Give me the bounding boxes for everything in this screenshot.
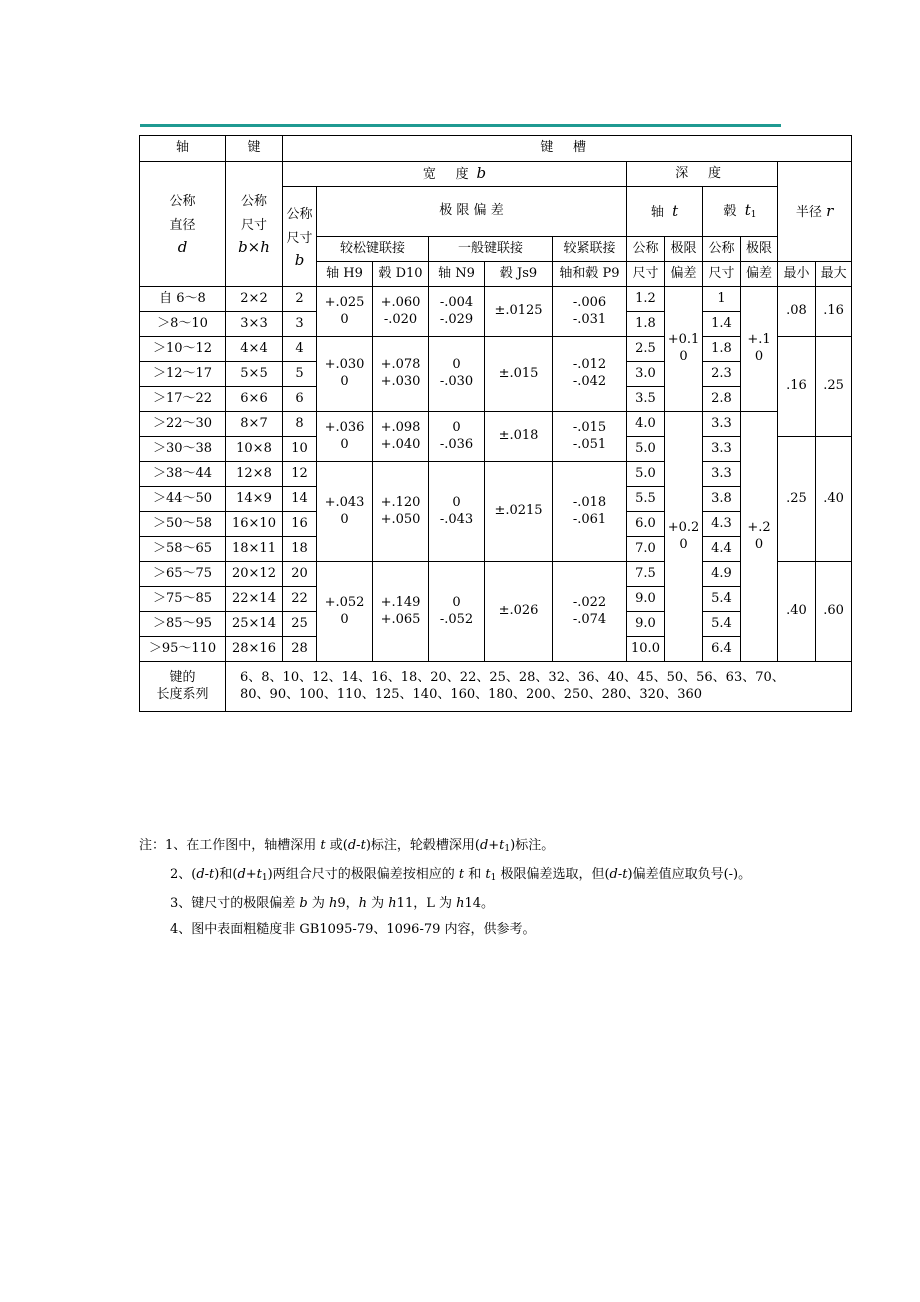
d10-cell bbox=[373, 287, 429, 337]
diameter-cell: ＞75～85 bbox=[140, 587, 226, 612]
diameter-cell: ＞85～95 bbox=[140, 612, 226, 637]
t1-dev-header: 极限 bbox=[741, 237, 778, 262]
key-size-cell: 5×5 bbox=[226, 362, 283, 387]
key-size-cell: 2×2 bbox=[226, 287, 283, 312]
t-dev-upper: +0.2 bbox=[667, 519, 700, 535]
t-size-header: 尺寸 bbox=[627, 262, 665, 287]
p9-upper: -.022 bbox=[572, 594, 607, 610]
key-size-cell: 16×10 bbox=[226, 512, 283, 537]
key-size-cell: 28×16 bbox=[226, 637, 283, 662]
b-cell: 3 bbox=[283, 312, 317, 337]
p9-cell bbox=[553, 562, 627, 662]
t1-cell: 4.4 bbox=[703, 537, 741, 562]
diameter-cell: ＞65～75 bbox=[140, 562, 226, 587]
notes bbox=[139, 833, 751, 943]
key-size-cell: 4×4 bbox=[226, 337, 283, 362]
n9-lower: -.030 bbox=[439, 374, 474, 389]
table-row bbox=[140, 287, 852, 312]
key-header: 键 bbox=[226, 136, 283, 162]
d10-cell bbox=[373, 412, 429, 462]
t1-symbol: t bbox=[744, 201, 751, 220]
n9-upper: -.004 bbox=[439, 294, 474, 310]
t1-cell: 6.4 bbox=[703, 637, 741, 662]
t1-cell: 3.3 bbox=[703, 412, 741, 437]
n9-lower: -.036 bbox=[439, 436, 474, 452]
t-dev-upper: +0.1 bbox=[667, 332, 700, 348]
key-size-cell: 12×8 bbox=[226, 462, 283, 487]
b-cell: 14 bbox=[283, 487, 317, 512]
t1-cell: 5.4 bbox=[703, 587, 741, 612]
t1-cell: 3.3 bbox=[703, 437, 741, 462]
p9-upper: -.018 bbox=[572, 494, 607, 510]
r-max-cell: .40 bbox=[816, 437, 852, 562]
r-min-cell: .08 bbox=[778, 287, 816, 337]
col-n9: 轴 N9 bbox=[429, 262, 485, 287]
diameter-cell: ＞17～22 bbox=[140, 387, 226, 412]
normal-fit-header: 一般键联接 bbox=[429, 237, 553, 262]
t-dev-cell bbox=[665, 287, 703, 412]
p9-cell bbox=[553, 412, 627, 462]
t1-dev-lower: 0 bbox=[754, 349, 764, 364]
length-series-values bbox=[226, 662, 852, 712]
t-cell: 3.5 bbox=[627, 387, 665, 412]
diameter-cell: ＞10～12 bbox=[140, 337, 226, 362]
t-devb-header: 偏差 bbox=[665, 262, 703, 287]
b-cell: 16 bbox=[283, 512, 317, 537]
t1-cell: 3.3 bbox=[703, 462, 741, 487]
shaft-t-label: 轴 bbox=[650, 204, 664, 220]
d10-upper: +.149 bbox=[380, 594, 421, 610]
js9-cell: ±.0125 bbox=[485, 287, 553, 337]
note-1: 注：1、在工作图中，轴槽深用 t 或(d-t)标注，轮毂槽深用$(d+t_1)$标注。 bbox=[139, 838, 555, 854]
n9-cell bbox=[429, 337, 485, 412]
width-label: 宽 度 bbox=[422, 167, 477, 183]
key-spec-table bbox=[139, 135, 852, 712]
t1-dev-cell bbox=[741, 287, 778, 412]
b-cell: 6 bbox=[283, 387, 317, 412]
diameter-cell: ＞12～17 bbox=[140, 362, 226, 387]
length-label-line1: 键的 bbox=[169, 669, 196, 685]
d10-upper: +.120 bbox=[380, 494, 421, 510]
key-size-cell: 6×6 bbox=[226, 387, 283, 412]
top-rule bbox=[140, 124, 781, 127]
t-cell: 5.5 bbox=[627, 487, 665, 512]
h9-upper: +.052 bbox=[324, 594, 365, 610]
diameter-cell: ＞38～44 bbox=[140, 462, 226, 487]
t-cell: 5.0 bbox=[627, 462, 665, 487]
js9-cell: ±.015 bbox=[485, 337, 553, 412]
t-cell: 6.0 bbox=[627, 512, 665, 537]
t-cell: 2.5 bbox=[627, 337, 665, 362]
nominal-diameter-label: 公称直径 bbox=[169, 194, 196, 234]
length-series-label bbox=[140, 662, 226, 712]
length-values-line1: 6、8、10、12、14、16、18、20、22、25、28、32、36、40、45、50、56、63、70、 bbox=[240, 669, 785, 685]
r-symbol: r bbox=[826, 201, 834, 220]
t1-cell: 2.3 bbox=[703, 362, 741, 387]
note-4: 4、图中表面粗糙度非 GB1095-79、1096-79 内容，供参考。 bbox=[170, 922, 536, 937]
col-d10: 毂 D10 bbox=[373, 262, 429, 287]
h9-lower: 0 bbox=[340, 511, 349, 527]
t-dev-cell bbox=[665, 412, 703, 662]
h9-lower: 0 bbox=[340, 436, 349, 452]
key-size-cell: 14×9 bbox=[226, 487, 283, 512]
h9-upper: +.030 bbox=[324, 357, 365, 373]
d10-lower: +.030 bbox=[380, 374, 421, 389]
note-2: 2、(d-t)和$(d+t_1)$两组合尺寸的极限偏差按相应的 t 和 $t_1$ 极限偏差选取，但(d-t)偏差值应取负号(-)。 bbox=[170, 867, 752, 883]
radius-header bbox=[778, 162, 852, 262]
h9-upper: +.043 bbox=[324, 494, 365, 510]
n9-cell bbox=[429, 562, 485, 662]
n9-upper: 0 bbox=[452, 594, 461, 610]
d10-cell bbox=[373, 462, 429, 562]
p9-cell bbox=[553, 462, 627, 562]
t-nominal-header: 公称 bbox=[627, 237, 665, 262]
hub-t1-header: 毂 $t_1$ bbox=[703, 187, 778, 237]
bxh-symbol: b×h bbox=[238, 238, 270, 257]
b-symbol: b bbox=[476, 164, 487, 183]
t1-dev-upper: +.1 bbox=[747, 332, 771, 348]
header-row-1 bbox=[140, 136, 852, 162]
diameter-cell: ＞22～30 bbox=[140, 412, 226, 437]
t-cell: 7.5 bbox=[627, 562, 665, 587]
t-cell: 9.0 bbox=[627, 587, 665, 612]
diameter-cell: 自 6～8 bbox=[140, 287, 226, 312]
t1-cell: 1.4 bbox=[703, 312, 741, 337]
shaft-header: 轴 bbox=[140, 136, 226, 162]
d10-lower: +.065 bbox=[380, 611, 421, 627]
b-cell: 10 bbox=[283, 437, 317, 462]
b-cell: 12 bbox=[283, 462, 317, 487]
col-js9: 毂 Js9 bbox=[485, 262, 553, 287]
b-cell: 2 bbox=[283, 287, 317, 312]
h9-cell bbox=[317, 337, 373, 412]
diameter-cell: ＞30～38 bbox=[140, 437, 226, 462]
hub-t1-label: 毂 bbox=[723, 204, 737, 220]
t1-dev-cell bbox=[741, 412, 778, 662]
col-h9: 轴 H9 bbox=[317, 262, 373, 287]
note-3: 3、键尺寸的极限偏差 b 为 h9，h 为 h11，L 为 h14。 bbox=[170, 896, 495, 911]
shaft-t-header bbox=[627, 187, 703, 237]
t-cell: 1.8 bbox=[627, 312, 665, 337]
diameter-cell: ＞58～65 bbox=[140, 537, 226, 562]
p9-lower: -.061 bbox=[572, 511, 607, 527]
t-dev-lower: 0 bbox=[679, 349, 688, 364]
p9-lower: -.031 bbox=[572, 311, 607, 327]
d10-lower: +.050 bbox=[380, 511, 421, 527]
h9-lower: 0 bbox=[340, 374, 349, 389]
t1-cell: 5.4 bbox=[703, 612, 741, 637]
key-size-cell: 22×14 bbox=[226, 587, 283, 612]
b-cell: 18 bbox=[283, 537, 317, 562]
r-max-header: 最大 bbox=[816, 262, 852, 287]
col-p9: 轴和毂 P9 bbox=[553, 262, 627, 287]
length-values-line2: 80、90、100、110、125、140、160、180、200、250、280、320、360 bbox=[240, 686, 703, 702]
depth-header: 深 度 bbox=[627, 162, 778, 187]
length-series-row bbox=[140, 662, 852, 712]
p9-cell bbox=[553, 337, 627, 412]
t1-cell: 4.3 bbox=[703, 512, 741, 537]
t-symbol: t bbox=[672, 201, 679, 220]
t1-cell: 1.8 bbox=[703, 337, 741, 362]
b-cell: 22 bbox=[283, 587, 317, 612]
header-row-2 bbox=[140, 162, 852, 187]
d10-cell bbox=[373, 337, 429, 412]
b-cell: 25 bbox=[283, 612, 317, 637]
d-symbol: d bbox=[177, 238, 188, 257]
n9-upper: 0 bbox=[452, 357, 461, 373]
t-cell: 7.0 bbox=[627, 537, 665, 562]
p9-cell bbox=[553, 287, 627, 337]
t-cell: 4.0 bbox=[627, 412, 665, 437]
t-dev-header: 极限 bbox=[665, 237, 703, 262]
n9-lower: -.043 bbox=[439, 511, 474, 527]
p9-upper: -.012 bbox=[572, 357, 607, 373]
n9-upper: 0 bbox=[452, 494, 461, 510]
table-row bbox=[140, 412, 852, 437]
d10-cell bbox=[373, 562, 429, 662]
b-cell: 20 bbox=[283, 562, 317, 587]
limit-deviation-header: 极 限 偏 差 bbox=[317, 187, 627, 237]
nominal-diameter-header bbox=[140, 162, 226, 287]
p9-lower: -.051 bbox=[572, 436, 607, 452]
diameter-cell: ＞8～10 bbox=[140, 312, 226, 337]
key-size-cell: 18×11 bbox=[226, 537, 283, 562]
b-cell: 28 bbox=[283, 637, 317, 662]
key-size-cell: 8×7 bbox=[226, 412, 283, 437]
r-min-header: 最小 bbox=[778, 262, 816, 287]
b-cell: 4 bbox=[283, 337, 317, 362]
h9-cell bbox=[317, 287, 373, 337]
r-max-cell: .25 bbox=[816, 337, 852, 437]
t-cell: 5.0 bbox=[627, 437, 665, 462]
r-min-cell: .16 bbox=[778, 337, 816, 437]
js9-cell: ±.0215 bbox=[485, 462, 553, 562]
d10-upper: +.098 bbox=[380, 419, 421, 435]
n9-lower: -.052 bbox=[439, 611, 474, 627]
nominal-b-header bbox=[283, 187, 317, 287]
key-size-cell: 25×14 bbox=[226, 612, 283, 637]
nominal-b-label: 公称尺寸 bbox=[286, 206, 313, 246]
diameter-cell: ＞44～50 bbox=[140, 487, 226, 512]
d10-upper: +.078 bbox=[380, 357, 421, 373]
b-cell: 5 bbox=[283, 362, 317, 387]
t-cell: 9.0 bbox=[627, 612, 665, 637]
nominal-size-header bbox=[226, 162, 283, 287]
p9-lower: -.074 bbox=[572, 611, 607, 627]
h9-upper: +.025 bbox=[324, 294, 365, 310]
t1-size-header: 尺寸 bbox=[703, 262, 741, 287]
d10-lower: +.040 bbox=[380, 436, 421, 452]
h9-lower: 0 bbox=[340, 611, 349, 627]
key-size-cell: 10×8 bbox=[226, 437, 283, 462]
h9-lower: 0 bbox=[340, 311, 349, 327]
h9-cell bbox=[317, 412, 373, 462]
d10-upper: +.060 bbox=[380, 294, 421, 310]
nominal-size-label: 公称尺寸 bbox=[240, 194, 267, 234]
h9-cell bbox=[317, 462, 373, 562]
t1-dev-lower: 0 bbox=[754, 536, 764, 552]
keyway-header: 键 槽 bbox=[283, 136, 852, 162]
p9-lower: -.042 bbox=[572, 374, 607, 389]
n9-cell bbox=[429, 287, 485, 337]
b-cell: 8 bbox=[283, 412, 317, 437]
js9-cell: ±.018 bbox=[485, 412, 553, 462]
h9-cell bbox=[317, 562, 373, 662]
length-label-line2: 长度系列 bbox=[156, 686, 209, 702]
n9-lower: -.029 bbox=[439, 311, 474, 327]
t-cell: 10.0 bbox=[627, 637, 665, 662]
r-max-cell: .16 bbox=[816, 287, 852, 337]
h9-upper: +.036 bbox=[324, 419, 365, 435]
loose-fit-header: 较松键联接 bbox=[317, 237, 429, 262]
t1-cell: 3.8 bbox=[703, 487, 741, 512]
t1-dev-upper: +.2 bbox=[747, 519, 771, 535]
js9-cell: ±.026 bbox=[485, 562, 553, 662]
p9-upper: -.015 bbox=[572, 419, 607, 435]
key-size-cell: 3×3 bbox=[226, 312, 283, 337]
t1-cell: 1 bbox=[703, 287, 741, 312]
t-dev-lower: 0 bbox=[679, 536, 688, 552]
width-b-header bbox=[283, 162, 627, 187]
r-min-cell: .40 bbox=[778, 562, 816, 662]
key-size-cell: 20×12 bbox=[226, 562, 283, 587]
diameter-cell: ＞50～58 bbox=[140, 512, 226, 537]
radius-label: 半径 bbox=[795, 204, 822, 220]
p9-upper: -.006 bbox=[572, 294, 607, 310]
t1-cell: 4.9 bbox=[703, 562, 741, 587]
t-cell: 3.0 bbox=[627, 362, 665, 387]
r-max-cell: .60 bbox=[816, 562, 852, 662]
n9-cell bbox=[429, 412, 485, 462]
tight-fit-header: 较紧联接 bbox=[553, 237, 627, 262]
t1-nominal-header: 公称 bbox=[703, 237, 741, 262]
n9-upper: 0 bbox=[452, 419, 461, 435]
d10-lower: -.020 bbox=[383, 311, 418, 327]
r-min-cell: .25 bbox=[778, 437, 816, 562]
t-cell: 1.2 bbox=[627, 287, 665, 312]
nominal-b-symbol: b bbox=[294, 250, 305, 269]
diameter-cell: ＞95～110 bbox=[140, 637, 226, 662]
t1-devb-header: 偏差 bbox=[741, 262, 778, 287]
t1-cell: 2.8 bbox=[703, 387, 741, 412]
n9-cell bbox=[429, 462, 485, 562]
